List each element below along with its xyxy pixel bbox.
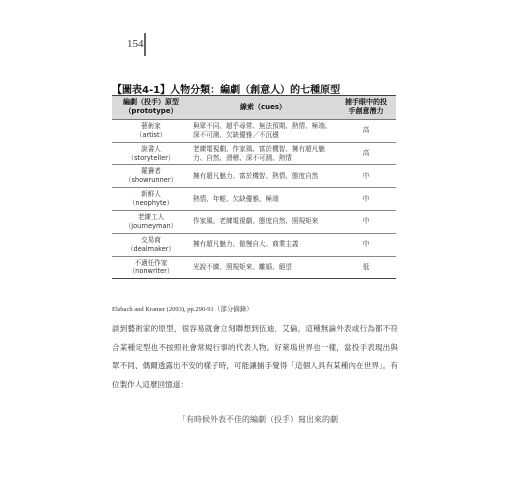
prototype-name: 新鮮人 <box>141 190 161 199</box>
header-prototype <box>112 96 190 120</box>
table-row <box>112 256 396 279</box>
header-level <box>336 96 396 120</box>
prototype-table <box>112 95 396 279</box>
body-paragraph: 談到藝術家的原型，很容易就會立刻聯想到伍迪．艾倫，這種無論外表或行為都不符合某種定型也不按照社會常規行事的代表人物。好萊塢世界也一樣，當投手表現出與眾不同、偶爾透露出不安的樣子時，可能讓捕手覺得「這個人具有某種內在世界」。有位製作人這麼回憶道： <box>112 324 398 389</box>
prototype-english: （journeyman） <box>124 221 178 230</box>
prototype-cell <box>112 211 190 234</box>
prototype-cell <box>112 142 190 165</box>
header-prototype-main: 編劇（投手）原型 <box>123 98 179 106</box>
prototype-english: （neophyte） <box>128 199 174 208</box>
prototype-name: 說書人 <box>141 144 161 153</box>
table-row <box>112 233 396 256</box>
prototype-cell <box>112 233 190 256</box>
cues-cell: 與眾不同、超乎尋常、無法預期、熱情、極端、深不可測、欠缺優雅／不沉穩 <box>190 119 336 142</box>
table-header-row <box>112 96 396 120</box>
prototype-name: 老練工人 <box>137 213 165 221</box>
page-number-divider <box>144 33 146 56</box>
pull-quote: 「有時候外表不佳的編劇（投手）寫出來的劇 <box>178 415 338 424</box>
level-cell: 高 <box>336 119 396 142</box>
prototype-english: （showrunner） <box>124 176 178 185</box>
cues-cell: 光說不練、照規矩來、離婚、絕望 <box>190 256 336 279</box>
prototype-cell <box>112 119 190 142</box>
prototype-name: 羅賽者 <box>141 167 161 176</box>
prototype-name: 不適任作家 <box>134 258 168 267</box>
level-cell: 中 <box>336 165 396 188</box>
level-cell: 中 <box>336 188 396 211</box>
cues-cell: 老練電視劇、作家風、富於機智、擁有超凡魅力、自然、滑稽、深不可測、熱情 <box>190 142 336 165</box>
level-cell: 中 <box>336 233 396 256</box>
table-row <box>112 188 396 211</box>
prototype-english: （artist） <box>135 130 167 139</box>
page-number: 154 <box>127 38 144 50</box>
prototype-english: （dealmaker） <box>126 244 176 253</box>
level-cell: 高 <box>336 142 396 165</box>
level-cell: 低 <box>336 256 396 279</box>
table-row <box>112 119 396 142</box>
table-row <box>112 211 396 234</box>
prototype-english: （storyteller） <box>127 153 175 162</box>
prototype-cell <box>112 165 190 188</box>
header-cues: 線索（cues） <box>190 96 336 120</box>
table-row <box>112 142 396 165</box>
prototype-cell <box>112 256 190 279</box>
cues-cell: 熱情、年輕、欠缺優雅、極端 <box>190 188 336 211</box>
header-level-main: 捕手眼中的投 <box>345 98 387 106</box>
prototype-cell <box>112 188 190 211</box>
level-cell: 中 <box>336 211 396 234</box>
table-caption: 【圖表4-1】人物分類：編劇（創意人）的七種原型 <box>112 85 341 96</box>
table-source-note: Elsbach and Kramer (2003), pp.290-91（部分摘錄） <box>112 306 253 313</box>
prototype-english: （nonwriter） <box>128 267 174 276</box>
table-row <box>112 165 396 188</box>
header-prototype-sub: （prototype） <box>124 107 178 116</box>
cues-cell: 作家風、老練電視劇、態度自然、照規矩來 <box>190 211 336 234</box>
cues-cell: 擁有超凡魅力、富於機智、熱情、態度自然 <box>190 165 336 188</box>
cues-cell: 擁有超凡魅力、傲慢自大、商業主義 <box>190 233 336 256</box>
prototype-name: 交易商 <box>141 235 161 244</box>
header-level-sub: 手創意潛力 <box>348 107 384 116</box>
prototype-name: 藝術家 <box>141 121 161 130</box>
